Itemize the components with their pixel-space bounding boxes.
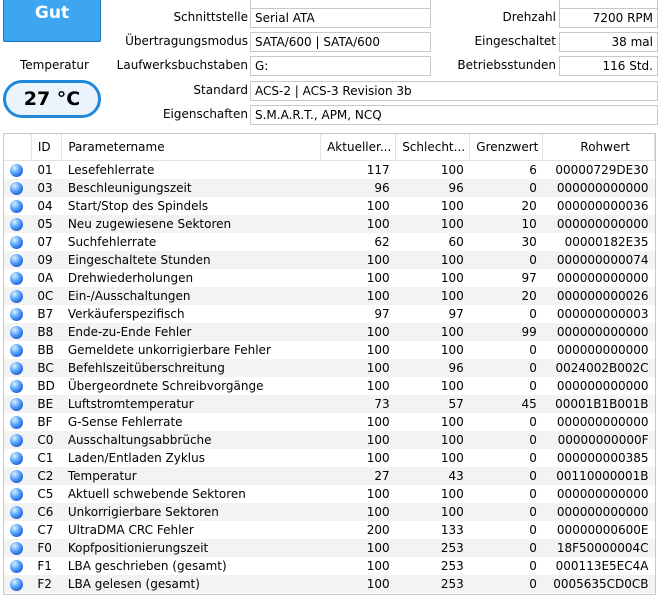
- attribute-threshold: 6: [470, 161, 543, 180]
- attribute-threshold: 45: [470, 395, 543, 413]
- attribute-current: 27: [321, 467, 396, 485]
- attribute-id: 0A: [31, 269, 61, 287]
- attribute-worst: 253: [396, 539, 470, 557]
- attribute-threshold: 20: [470, 197, 543, 215]
- column-header-rohwert[interactable]: Rohwert: [543, 134, 655, 161]
- attribute-name: G-Sense Fehlerrate: [62, 413, 321, 431]
- table-row[interactable]: [4, 377, 655, 395]
- attribute-threshold: 0: [470, 305, 543, 323]
- attribute-id: 05: [31, 215, 61, 233]
- attribute-raw: 00000000600E: [543, 521, 655, 539]
- attribute-name: Beschleunigungszeit: [62, 179, 321, 197]
- column-header-status[interactable]: [4, 134, 31, 161]
- attribute-id: C7: [31, 521, 61, 539]
- attribute-name: Verkäuferspezifisch: [62, 305, 321, 323]
- attribute-worst: 100: [396, 323, 470, 341]
- attribute-id: B7: [31, 305, 61, 323]
- attribute-threshold: 10: [470, 215, 543, 233]
- status-cell: [4, 503, 31, 521]
- attribute-raw: 000000000000: [543, 215, 655, 233]
- temperature-label: Temperatur: [20, 58, 89, 72]
- table-row[interactable]: [4, 485, 655, 503]
- attribute-name: Suchfehlerrate: [62, 233, 321, 251]
- attribute-raw: 0005635CD0CB: [543, 575, 655, 593]
- attribute-name: LBA gelesen (gesamt): [62, 575, 321, 593]
- status-cell: [4, 233, 31, 251]
- attribute-threshold: 30: [470, 233, 543, 251]
- attribute-current: 100: [321, 485, 396, 503]
- attribute-threshold: 0: [470, 431, 543, 449]
- attribute-worst: 43: [396, 467, 470, 485]
- attribute-id: C1: [31, 449, 61, 467]
- label-drehzahl: Drehzahl: [502, 10, 556, 24]
- attribute-raw: 000000000000: [543, 179, 655, 197]
- table-row[interactable]: [4, 449, 655, 467]
- attribute-name: Laden/Entladen Zyklus: [62, 449, 321, 467]
- attribute-worst: 100: [396, 161, 470, 180]
- attribute-raw: 000000000000: [543, 269, 655, 287]
- status-cell: [4, 467, 31, 485]
- attribute-threshold: 99: [470, 323, 543, 341]
- status-cell: [4, 341, 31, 359]
- attribute-current: 100: [321, 269, 396, 287]
- attribute-name: Start/Stop des Spindels: [62, 197, 321, 215]
- attribute-raw: 000000000000: [543, 485, 655, 503]
- attribute-worst: 100: [396, 413, 470, 431]
- attribute-threshold: 0: [470, 467, 543, 485]
- attribute-id: BD: [31, 377, 61, 395]
- table-row[interactable]: [4, 233, 655, 251]
- table-row[interactable]: [4, 323, 655, 341]
- attribute-raw: 000000000385: [543, 449, 655, 467]
- attribute-threshold: 97: [470, 269, 543, 287]
- status-dot-icon: [10, 272, 23, 285]
- table-row[interactable]: [4, 431, 655, 449]
- attribute-worst: 100: [396, 215, 470, 233]
- attribute-current: 62: [321, 233, 396, 251]
- attribute-name: Übergeordnete Schreibvorgänge: [62, 377, 321, 395]
- column-header-parametername[interactable]: Parametername: [62, 134, 321, 161]
- table-row[interactable]: [4, 161, 655, 180]
- attribute-worst: 57: [396, 395, 470, 413]
- attribute-raw: 00110000001B: [543, 467, 655, 485]
- attribute-id: 04: [31, 197, 61, 215]
- attribute-raw: 00000182E35: [543, 233, 655, 251]
- attribute-threshold: 0: [470, 485, 543, 503]
- status-dot-icon: [10, 470, 23, 483]
- attribute-worst: 100: [396, 197, 470, 215]
- status-cell: [4, 269, 31, 287]
- status-dot-icon: [10, 236, 23, 249]
- attribute-worst: 100: [396, 431, 470, 449]
- label-betriebsstunden: Betriebsstunden: [457, 58, 556, 72]
- status-cell: [4, 161, 31, 180]
- attribute-worst: 100: [396, 287, 470, 305]
- status-cell: [4, 251, 31, 269]
- table-row[interactable]: [4, 215, 655, 233]
- label-eigenschaften: Eigenschaften: [162, 107, 248, 121]
- attribute-raw: 000000000000: [543, 323, 655, 341]
- attribute-threshold: 0: [470, 557, 543, 575]
- attribute-worst: 253: [396, 557, 470, 575]
- attribute-id: C0: [31, 431, 61, 449]
- attribute-current: 96: [321, 179, 396, 197]
- status-dot-icon: [10, 380, 23, 393]
- status-dot-icon: [10, 308, 23, 321]
- status-dot-icon: [10, 218, 23, 231]
- attribute-current: 97: [321, 305, 396, 323]
- label-laufwerksbuchstaben: Laufwerksbuchstaben: [116, 58, 248, 72]
- label-uebertragungsmodus: Übertragungsmodus: [125, 34, 248, 48]
- field-laufwerksbuchstaben: G:: [250, 56, 431, 76]
- attribute-id: 07: [31, 233, 61, 251]
- attribute-name: Neu zugewiesene Sektoren: [62, 215, 321, 233]
- attribute-worst: 97: [396, 305, 470, 323]
- attribute-worst: 100: [396, 377, 470, 395]
- status-dot-icon: [10, 488, 23, 501]
- status-cell: [4, 521, 31, 539]
- attribute-raw: 00000729DE30: [543, 161, 655, 180]
- table-row[interactable]: [4, 521, 655, 539]
- table-row[interactable]: [4, 359, 655, 377]
- attribute-threshold: 0: [470, 251, 543, 269]
- attribute-id: 01: [31, 161, 61, 180]
- attribute-worst: 253: [396, 575, 470, 593]
- attribute-worst: 100: [396, 503, 470, 521]
- attribute-raw: 000000000000: [543, 377, 655, 395]
- attribute-name: Aktuell schwebende Sektoren: [62, 485, 321, 503]
- attribute-name: Ausschaltungsabbrüche: [62, 431, 321, 449]
- attribute-name: Befehlszeitüberschreitung: [62, 359, 321, 377]
- attribute-raw: 000000000074: [543, 251, 655, 269]
- attribute-name: Gemeldete unkorrigierbare Fehler: [62, 341, 321, 359]
- attribute-raw: 000000000000: [543, 341, 655, 359]
- attribute-current: 100: [321, 341, 396, 359]
- attribute-raw: 000000000000: [543, 503, 655, 521]
- field-drehzahl: 7200 RPM: [559, 8, 658, 28]
- field-schnittstelle: Serial ATA: [250, 8, 431, 28]
- attribute-worst: 100: [396, 251, 470, 269]
- attribute-raw: 000000000000: [543, 413, 655, 431]
- table-row[interactable]: [4, 305, 655, 323]
- attribute-name: Lesefehlerrate: [62, 161, 321, 180]
- attribute-worst: 100: [396, 449, 470, 467]
- smart-attributes-table: [3, 133, 656, 595]
- status-dot-icon: [10, 164, 23, 177]
- table-row[interactable]: [4, 179, 655, 197]
- status-dot-icon: [10, 452, 23, 465]
- table-row[interactable]: [4, 503, 655, 521]
- status-dot-icon: [10, 398, 23, 411]
- status-cell: [4, 215, 31, 233]
- attribute-raw: 00001B1B001B: [543, 395, 655, 413]
- attribute-worst: 100: [396, 485, 470, 503]
- table-row[interactable]: [4, 395, 655, 413]
- status-dot-icon: [10, 200, 23, 213]
- status-cell: [4, 395, 31, 413]
- status-cell: [4, 197, 31, 215]
- attribute-id: 0C: [31, 287, 61, 305]
- attribute-current: 100: [321, 575, 396, 593]
- health-status-button[interactable]: Gut: [3, 0, 101, 42]
- attribute-threshold: 0: [470, 377, 543, 395]
- status-cell: [4, 323, 31, 341]
- attribute-threshold: 0: [470, 539, 543, 557]
- attribute-raw: 000000000036: [543, 197, 655, 215]
- status-cell: [4, 377, 31, 395]
- status-cell: [4, 413, 31, 431]
- attribute-id: C2: [31, 467, 61, 485]
- status-cell: [4, 485, 31, 503]
- status-cell: [4, 575, 31, 593]
- status-dot-icon: [10, 254, 23, 267]
- attribute-worst: 100: [396, 269, 470, 287]
- attribute-worst: 96: [396, 179, 470, 197]
- attribute-name: Ein-/Ausschaltungen: [62, 287, 321, 305]
- status-cell: [4, 431, 31, 449]
- attribute-current: 100: [321, 323, 396, 341]
- table-row[interactable]: [4, 575, 655, 593]
- attribute-current: 100: [321, 503, 396, 521]
- attribute-raw: 000000000003: [543, 305, 655, 323]
- label-eingeschaltet: Eingeschaltet: [474, 34, 556, 48]
- attribute-threshold: 0: [470, 341, 543, 359]
- attribute-name: Drehwiederholungen: [62, 269, 321, 287]
- status-dot-icon: [10, 506, 23, 519]
- attribute-current: 100: [321, 557, 396, 575]
- attribute-id: BB: [31, 341, 61, 359]
- table-row[interactable]: [4, 557, 655, 575]
- attribute-current: 100: [321, 359, 396, 377]
- attribute-id: 09: [31, 251, 61, 269]
- field-betriebsstunden: 116 Std.: [559, 56, 658, 76]
- attribute-threshold: 0: [470, 521, 543, 539]
- attribute-name: UltraDMA CRC Fehler: [62, 521, 321, 539]
- status-dot-icon: [10, 182, 23, 195]
- attribute-threshold: 0: [470, 575, 543, 593]
- attribute-name: Ende-zu-Ende Fehler: [62, 323, 321, 341]
- attribute-id: F0: [31, 539, 61, 557]
- attribute-current: 100: [321, 431, 396, 449]
- column-header-id[interactable]: ID: [31, 134, 61, 161]
- attribute-worst: 100: [396, 341, 470, 359]
- status-dot-icon: [10, 344, 23, 357]
- table-row[interactable]: [4, 467, 655, 485]
- attribute-threshold: 0: [470, 503, 543, 521]
- attribute-id: BF: [31, 413, 61, 431]
- attribute-threshold: 0: [470, 413, 543, 431]
- attribute-threshold: 0: [470, 359, 543, 377]
- table-row[interactable]: [4, 539, 655, 557]
- attribute-current: 100: [321, 413, 396, 431]
- attribute-name: Unkorrigierbare Sektoren: [62, 503, 321, 521]
- attribute-worst: 96: [396, 359, 470, 377]
- status-cell: [4, 359, 31, 377]
- column-header-aktueller[interactable]: Aktueller...: [321, 134, 396, 161]
- field-eigenschaften: S.M.A.R.T., APM, NCQ: [250, 105, 658, 125]
- status-dot-icon: [10, 524, 23, 537]
- attribute-worst: 133: [396, 521, 470, 539]
- attribute-id: BE: [31, 395, 61, 413]
- status-cell: [4, 179, 31, 197]
- attribute-current: 100: [321, 215, 396, 233]
- status-cell: [4, 305, 31, 323]
- attribute-id: F2: [31, 575, 61, 593]
- attribute-current: 73: [321, 395, 396, 413]
- attribute-name: Eingeschaltete Stunden: [62, 251, 321, 269]
- status-dot-icon: [10, 560, 23, 573]
- status-dot-icon: [10, 416, 23, 429]
- table-row[interactable]: [4, 197, 655, 215]
- column-header-schlecht[interactable]: Schlecht...: [396, 134, 470, 161]
- attribute-raw: 0024002B002C: [543, 359, 655, 377]
- attribute-name: Temperatur: [62, 467, 321, 485]
- attribute-worst: 60: [396, 233, 470, 251]
- status-dot-icon: [10, 362, 23, 375]
- attribute-current: 100: [321, 251, 396, 269]
- attribute-current: 100: [321, 377, 396, 395]
- attribute-current: 100: [321, 287, 396, 305]
- attribute-name: Luftstromtemperatur: [62, 395, 321, 413]
- table-row[interactable]: [4, 269, 655, 287]
- attribute-id: BC: [31, 359, 61, 377]
- attribute-current: 100: [321, 197, 396, 215]
- attribute-raw: 000113E5EC4A: [543, 557, 655, 575]
- attribute-threshold: 0: [470, 449, 543, 467]
- attribute-id: 03: [31, 179, 61, 197]
- attribute-id: F1: [31, 557, 61, 575]
- table-row[interactable]: [4, 251, 655, 269]
- attribute-threshold: 20: [470, 287, 543, 305]
- attribute-name: Kopfpositionierungszeit: [62, 539, 321, 557]
- attribute-raw: 000000000026: [543, 287, 655, 305]
- attribute-raw: 00000000000F: [543, 431, 655, 449]
- field-standard: ACS-2 | ACS-3 Revision 3b: [250, 81, 658, 101]
- attribute-current: 100: [321, 449, 396, 467]
- attribute-current: 117: [321, 161, 396, 180]
- attribute-current: 100: [321, 539, 396, 557]
- status-cell: [4, 539, 31, 557]
- status-cell: [4, 557, 31, 575]
- column-header-grenzwert[interactable]: Grenzwert: [470, 134, 543, 161]
- status-dot-icon: [10, 290, 23, 303]
- attribute-id: C6: [31, 503, 61, 521]
- attribute-id: B8: [31, 323, 61, 341]
- attribute-threshold: 0: [470, 179, 543, 197]
- status-dot-icon: [10, 434, 23, 447]
- table-row[interactable]: [4, 287, 655, 305]
- status-dot-icon: [10, 578, 23, 591]
- attribute-name: LBA geschrieben (gesamt): [62, 557, 321, 575]
- temperature-value: 27 °C: [3, 80, 101, 118]
- field-eingeschaltet: 38 mal: [559, 32, 658, 52]
- attribute-raw: 18F50000004C: [543, 539, 655, 557]
- table-row[interactable]: [4, 341, 655, 359]
- label-schnittstelle: Schnittstelle: [173, 10, 248, 24]
- status-cell: [4, 287, 31, 305]
- status-dot-icon: [10, 542, 23, 555]
- status-dot-icon: [10, 326, 23, 339]
- table-header-row: [4, 134, 655, 161]
- status-cell: [4, 449, 31, 467]
- field-uebertragungsmodus: SATA/600 | SATA/600: [250, 32, 431, 52]
- table-row[interactable]: [4, 413, 655, 431]
- attribute-id: C5: [31, 485, 61, 503]
- attribute-current: 200: [321, 521, 396, 539]
- label-standard: Standard: [193, 83, 248, 97]
